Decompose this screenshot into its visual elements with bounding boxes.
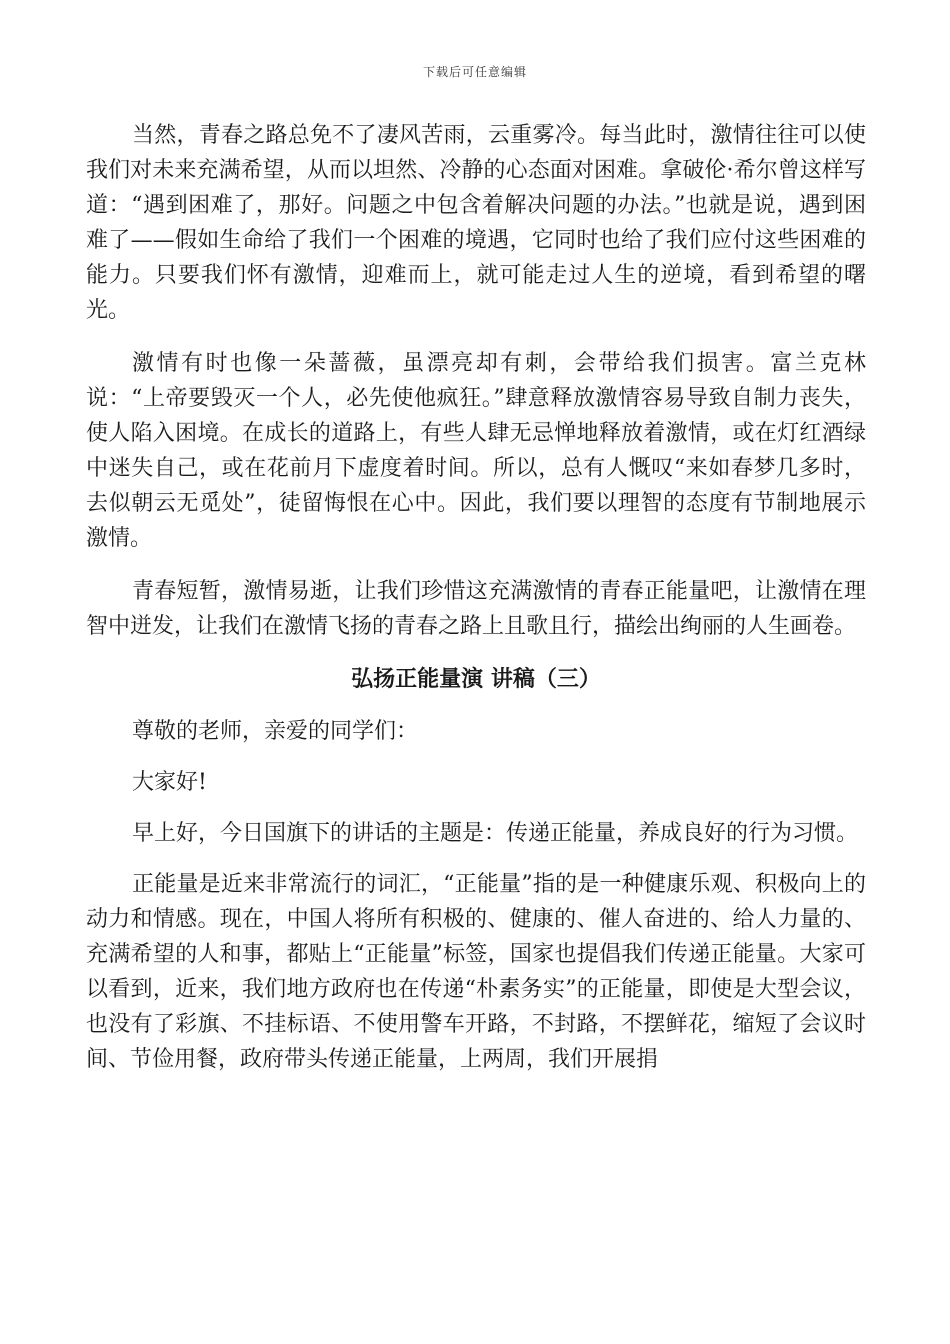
- greeting-line: 尊敬的老师，亲爱的同学们：: [132, 719, 419, 744]
- paragraph-rose: 激情有时也像一朵蔷薇，虽漂亮却有刺，会带给我们损害。富兰克林说：“上帝要毁灭一个人，必先使他疯狂。”肆意释放激情容易导致自制力丧失，使人陷入困境。在成长的道路上，有些人肆无忌惮地释放着激情，或在灯红酒绿中迷失自己，或在花前月下虚度着时间。所以，总有人慨叹“来如春梦几多时，去似朝云无觅处”，徒留悔恨在心中。因此，我们要以理智的态度有节制地展示激情。: [86, 351, 866, 551]
- section-heading: 弘扬正能量演 讲稿（三）: [351, 666, 601, 692]
- header-note: 下载后可任意编辑: [422, 65, 527, 79]
- intro-line: 早上好，今日国旗下的讲话的主题是：传递正能量，养成良好的行为习惯。: [132, 821, 859, 846]
- paragraph-positive-energy: 正能量是近来非常流行的词汇，“正能量”指的是一种健康乐观、积极向上的动力和情感。现在，中国人将所有积极的、健康的、催人奋进的、给人力量的、充满希望的人和事，都贴上“正能量”标签，国家也提倡我们传递正能量。大家可以看到，近来，我们地方政府也在传递“朴素务实”的正能量，即使是大型会议，也没有了彩旗、不挂标语、不使用警车开路，不封路，不摆鲜花，缩短了会议时间、节俭用餐，政府带头传递正能量，上两周，我们开展捐: [86, 872, 866, 1072]
- hello-line: 大家好!: [132, 770, 207, 795]
- paragraph-hardship: 当然，青春之路总免不了凄风苦雨，云重雾冷。每当此时，激情往往可以使我们对未来充满希望，从而以坦然、冷静的心态面对困难。拿破伦·希尔曾这样写道：“遇到困难了，那好。问题之中包含着解决问题的办法。”也就是说，遇到困难了——假如生命给了我们一个困难的境遇，它同时也给了我们应付这些困难的能力。只要我们怀有激情，迎难而上，就可能走过人生的逆境，看到希望的曙光。: [86, 123, 866, 323]
- document-body: [86, 118, 866, 1095]
- paragraph-youth: 青春短暂，激情易逝，让我们珍惜这充满激情的青春正能量吧，让激情在理智中迸发，让我们在激情飞扬的青春之路上且歌且行，描绘出绚丽的人生画卷。: [86, 579, 866, 639]
